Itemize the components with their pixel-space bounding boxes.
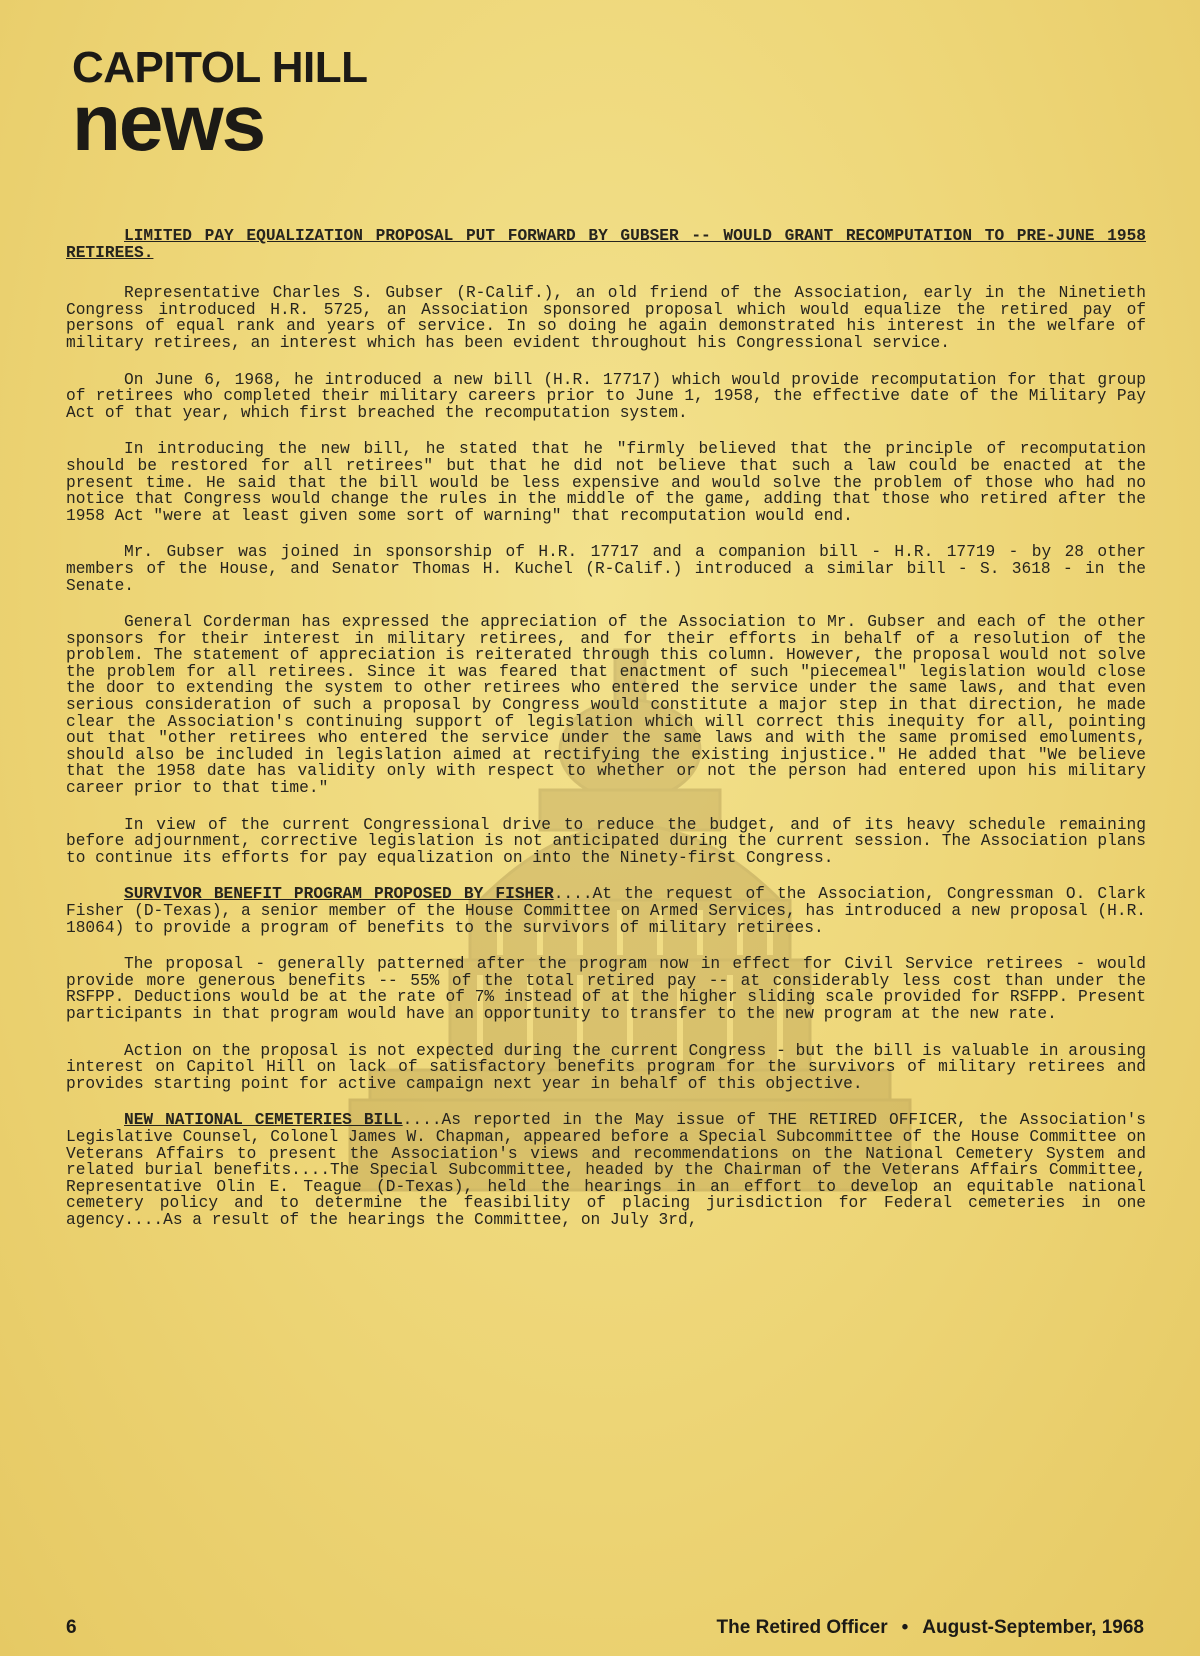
publication-name: The Retired Officer (716, 1617, 888, 1638)
article-body (66, 228, 1146, 1249)
page-number: 6 (66, 1617, 77, 1638)
survivor-section (66, 886, 1146, 936)
paragraph: In view of the current Congressional drive to reduce the budget, and of its heavy schedule remaining before adjournment, corrective legislation is not anticipated during the current session. The Association plans to continue its efforts for pay equalization on into the Ninety-first Congress. (66, 815, 1146, 867)
publication-line (717, 1617, 1144, 1639)
paragraph: Mr. Gubser was joined in sponsorship of H.R. 17717 and a companion bill - H.R. 17719 - by 28 other members of the House, and Senator Thomas H. Kuchel (R-Calif.) introduced a similar bill - S. 3618 - in the Senate. (66, 543, 1146, 595)
article-headline: LIMITED PAY EQUALIZATION PROPOSAL PUT FORWARD BY GUBSER -- WOULD GRANT RECOMPUTATION TO PRE-JUNE 1958 RETIREES. (66, 227, 1146, 262)
paragraph: On June 6, 1968, he introduced a new bill (H.R. 17717) which would provide recomputation for that group of retirees who completed their military careers prior to June 1, 1958, the effective date of the Military Pay Act of that year, which first breached the recomputation system. (66, 370, 1146, 422)
paragraph: In introducing the new bill, he stated that he "firmly believed that the principle of recomputation should be restored for all retirees" but that he did not believe that such a law could be enacted at the present time. He said that the bill would be less expensive and would solve the problem of those who had no notice that Congress would change the rules in the middle of the game, adding that those who retired after the 1958 Act "were at least given some sort of warning" that recomputation would end. (66, 440, 1146, 525)
cemeteries-section (66, 1112, 1146, 1228)
separator-dot: • (901, 1617, 909, 1638)
section-lead-cemeteries: NEW NATIONAL CEMETERIES BILL (124, 1111, 403, 1130)
masthead-title: CAPITOL HILL (72, 43, 368, 92)
section-lead-survivor: SURVIVOR BENEFIT PROGRAM PROPOSED BY FISHER (124, 885, 554, 904)
masthead-subtitle: news (72, 78, 265, 167)
section-text-survivor: ....At the request of the Association, Congressman O. Clark Fisher (D-Texas), a senior member of the House Committee on Armed Services, has introduced a new proposal (H.R. 18064) to provide a program of benefits to the survivors of military retirees. (66, 885, 1146, 937)
paragraph: General Corderman has expressed the appreciation of the Association to Mr. Gubser and each of the other sponsors for their interest in military retirees, and for their efforts in behalf of a resolution of the problem. The statement of appreciation is reiterated through this column. However, the proposal would not solve the problem for all retirees. Since it was feared that enactment of such "piecemeal" legislation would close the door to extending the system to other retirees who entered the service under the same laws, and that even serious consideration of such a proposal by Congress would constitute a major step in that direction, he made clear the Association's continuing support of legislation which will correct this inequity for all, pointing out that "other retirees who entered the service under the same laws and with the same promised emoluments, should also be included in legislation aimed at rectifying the existing injustice." He added that "We believe that the 1958 date has validity only with respect to whether or not the person had entered upon his military career prior to that time." (66, 613, 1146, 798)
issue-date: August-September, 1968 (922, 1617, 1144, 1638)
paragraph: Representative Charles S. Gubser (R-Calif.), an old friend of the Association, early in the Ninetieth Congress introduced H.R. 5725, an Association sponsored proposal which would equalize the retired pay of persons of equal rank and years of service. In so doing he again demonstrated his interest in the welfare of military retirees, an interest which has been evident throughout his Congressional service. (66, 284, 1146, 352)
masthead (72, 43, 368, 167)
section-text-cemeteries: ....As reported in the May issue of THE RETIRED OFFICER, the Association's Legislative Counsel, Colonel James W. Chapman, appeared before a Special Subcommittee of the House Committee on Veterans Affairs to present the Association's views and recommendations on the National Cemetery System and related burial benefits....The Special Subcommittee, headed by the Chairman of the Veterans Affairs Committee, Representative Olin E. Teague (D-Texas), held the hearings in an effort to develop an equitable national cemetery policy and to determine the feasibility of placing jurisdiction for Federal cemeteries in one agency....As a result of the hearings the Committee, on July 3rd, (66, 1111, 1146, 1229)
paragraph: Action on the proposal is not expected during the current Congress - but the bill is valuable in arousing interest on Capitol Hill on lack of satisfactory benefits program for the survivors of military retirees and provides starting point for active campaign next year in behalf of this objective. (66, 1041, 1146, 1093)
paragraph: The proposal - generally patterned after the program now in effect for Civil Service retirees - would provide more generous benefits -- 55% of the total retired pay -- at considerably less cost than under the RSFPP. Deductions would be at the rate of 7% instead of at the higher sliding scale provided for RSFPP. Present participants in that program would have an opportunity to transfer to the new program at the new rate. (66, 955, 1146, 1023)
